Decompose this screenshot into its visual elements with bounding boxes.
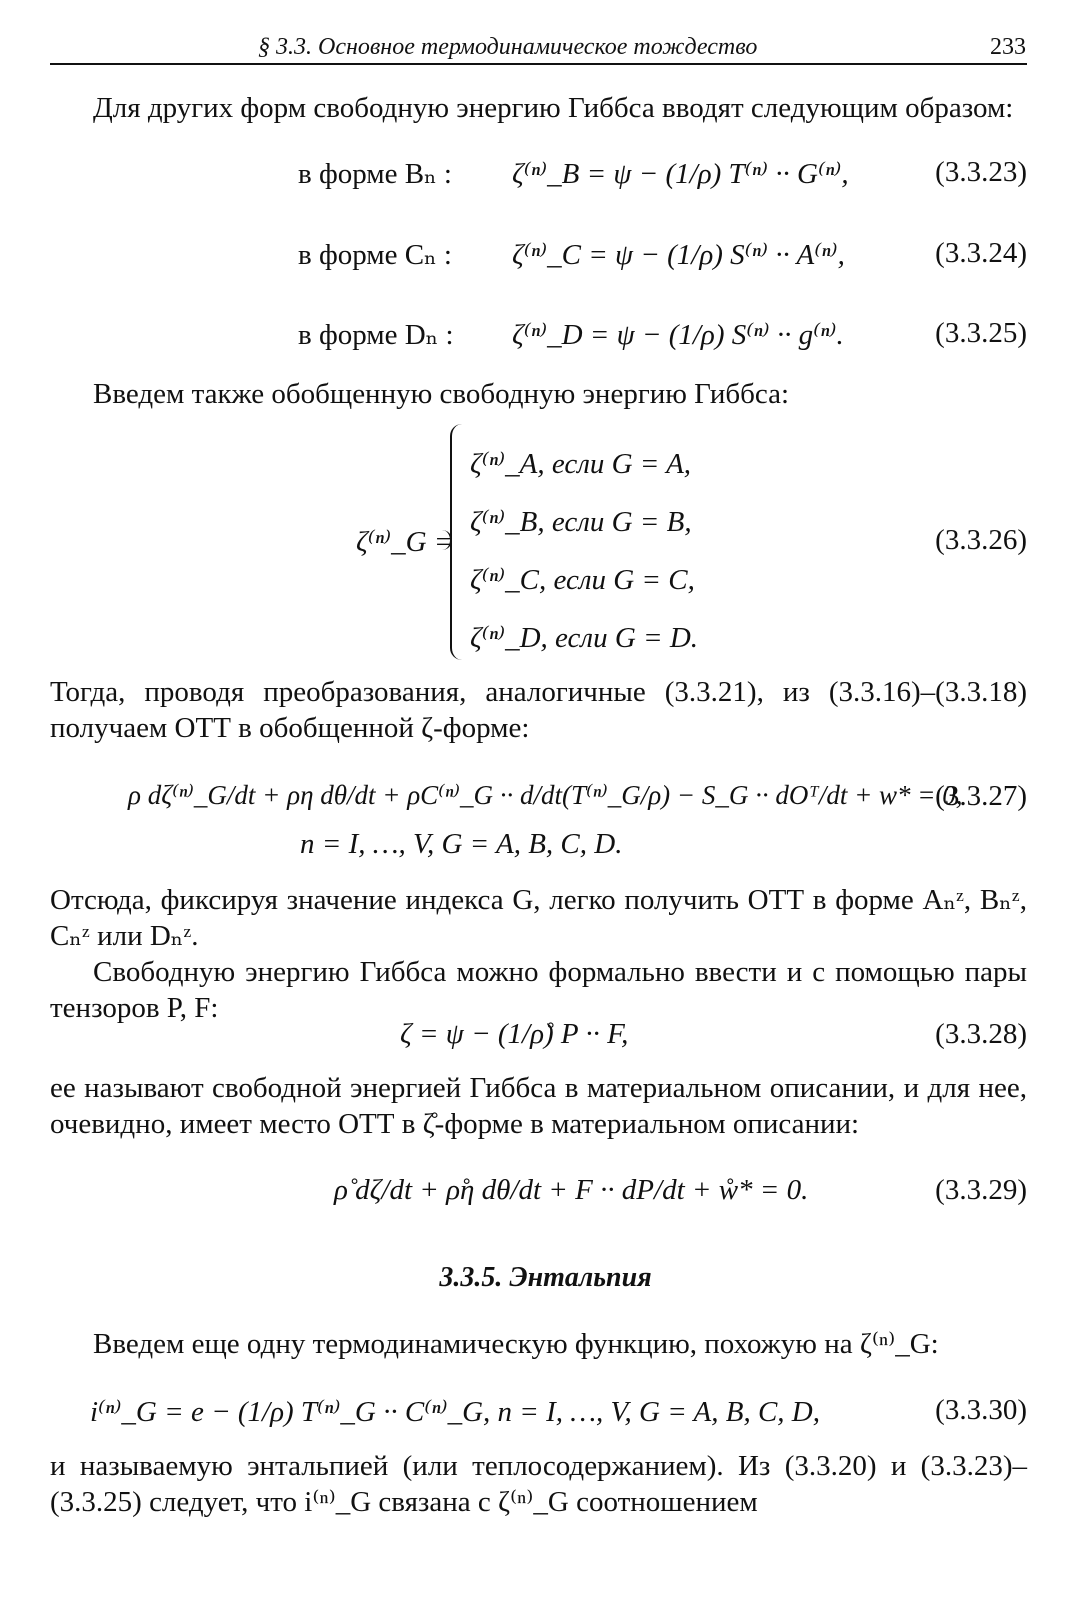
paragraph-enthalpy-intro: Введем еще одну термодинамическую функцию, похожую на ζ⁽ⁿ⁾_G: [93, 1328, 939, 1360]
eq-3-3-23-number: (3.3.23) [935, 156, 1027, 188]
paragraph-generalized: Введем также обобщенную свободную энергию Гиббса: [93, 378, 789, 410]
eq-3-3-24-label: в форме Cₙ : [298, 239, 452, 271]
page-number: 233 [990, 34, 1026, 60]
eq-3-3-26-number: (3.3.26) [935, 524, 1027, 556]
eq-3-3-26-case-a: ζ⁽ⁿ⁾_A, если G = A, [470, 448, 692, 480]
eq-3-3-25-label: в форме Dₙ : [298, 319, 454, 351]
header-rule [50, 63, 1027, 65]
eq-3-3-25-number: (3.3.25) [935, 317, 1027, 349]
eq-3-3-28-formula: ζ = ψ − (1/ρ̊) P ·· F, [400, 1018, 629, 1050]
eq-3-3-26-lhs: ζ⁽ⁿ⁾_G = [356, 526, 454, 558]
eq-3-3-29-formula: ρ̊ dζ/dt + ρ̊η dθ/dt + F ·· dP/dt + ẘ* = 0. [334, 1174, 809, 1206]
eq-3-3-26-case-c: ζ⁽ⁿ⁾_C, если G = C, [470, 564, 695, 596]
eq-3-3-23-formula: ζ⁽ⁿ⁾_B = ψ − (1/ρ) T⁽ⁿ⁾ ·· G⁽ⁿ⁾, [512, 158, 849, 190]
eq-3-3-23-label: в форме Bₙ : [298, 158, 452, 190]
eq-3-3-28-number: (3.3.28) [935, 1018, 1027, 1050]
paragraph-material: ее называют свободной энергией Гиббса в материальном описании, и для нее, очевидно, имеет место ОТТ в ζ̊-форме в материальном описании: [50, 1072, 1027, 1140]
eq-3-3-29-number: (3.3.29) [935, 1174, 1027, 1206]
eq-3-3-27-conditions: n = I, …, V, G = A, B, C, D. [300, 828, 623, 860]
eq-3-3-27-formula: ρ dζ⁽ⁿ⁾_G/dt + ρη dθ/dt + ρC⁽ⁿ⁾_G ·· d/dt(T⁽ⁿ⁾_G/ρ) − S_G ·· dOᵀ/dt + w* = 0, [128, 780, 963, 810]
eq-3-3-27-number: (3.3.27) [935, 780, 1027, 812]
paragraph-enthalpy: и называемую энтальпией (или теплосодержанием). Из (3.3.20) и (3.3.23)–(3.3.25) следует, что i⁽ⁿ⁾_G связана с ζ⁽ⁿ⁾_G соотношением [50, 1450, 1027, 1518]
eq-3-3-24-formula: ζ⁽ⁿ⁾_C = ψ − (1/ρ) S⁽ⁿ⁾ ·· A⁽ⁿ⁾, [512, 239, 845, 271]
eq-3-3-25-formula: ζ⁽ⁿ⁾_D = ψ − (1/ρ) S⁽ⁿ⁾ ·· g⁽ⁿ⁾. [512, 319, 844, 351]
eq-3-3-30-number: (3.3.30) [935, 1394, 1027, 1426]
running-header-title: § 3.3. Основное термодинамическое тождество [258, 34, 758, 60]
left-brace [450, 424, 464, 660]
eq-3-3-24-number: (3.3.24) [935, 237, 1027, 269]
eq-3-3-26-case-b: ζ⁽ⁿ⁾_B, если G = B, [470, 506, 692, 538]
paragraph-hence: Отсюда, фиксируя значение индекса G, легко получить ОТТ в форме Aₙᶻ, Bₙᶻ, Cₙᶻ или Dₙᶻ. [50, 884, 1027, 952]
paragraph-free-energy: Свободную энергию Гиббса можно формально ввести и с помощью пары тензоров P, F: [50, 956, 1027, 1024]
eq-3-3-30-formula: i⁽ⁿ⁾_G = e − (1/ρ) T⁽ⁿ⁾_G ·· C⁽ⁿ⁾_G, n = I, …, V, G = A, B, C, D, [90, 1396, 820, 1428]
paragraph-then: Тогда, проводя преобразования, аналогичные (3.3.21), из (3.3.16)–(3.3.18) получаем ОТТ в обобщенной ζ-форме: [50, 676, 1027, 744]
paragraph-intro: Для других форм свободную энергию Гиббса вводят следующим образом: [93, 92, 1014, 124]
section-heading: 3.3.5. Энтальпия [439, 1262, 652, 1293]
eq-3-3-26-case-d: ζ⁽ⁿ⁾_D, если G = D. [470, 622, 699, 654]
